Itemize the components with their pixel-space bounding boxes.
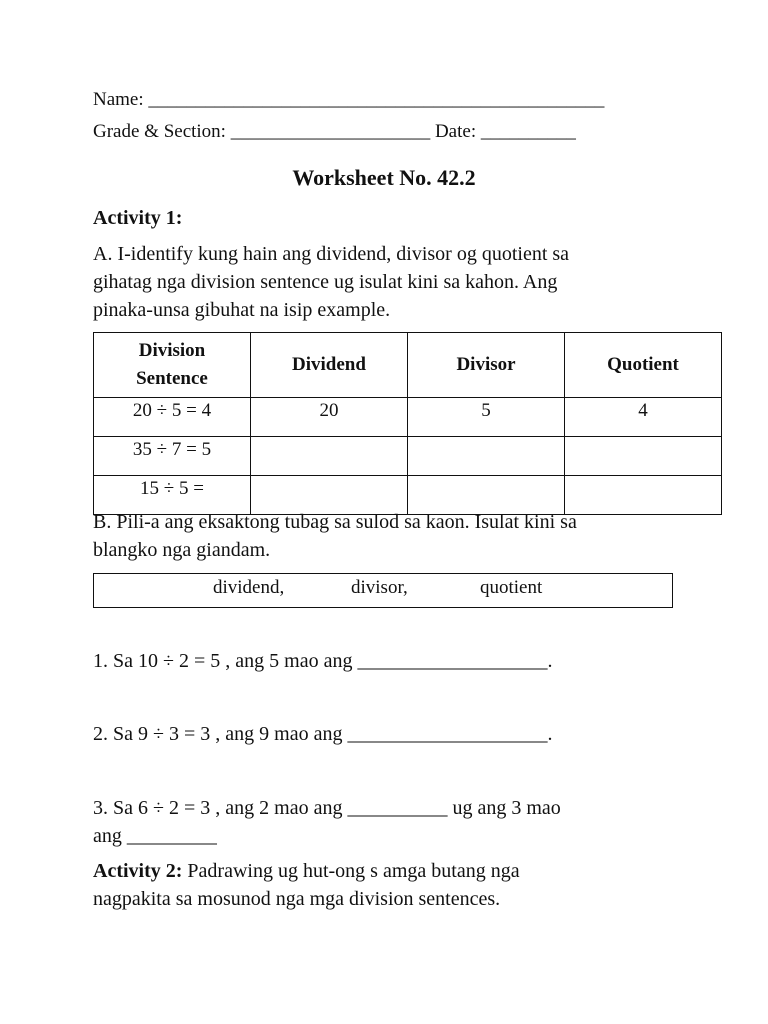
divisor-answer-cell[interactable] — [408, 437, 565, 476]
header-divisor: Divisor — [408, 333, 565, 398]
division-sentence-cell: 35 ÷ 7 = 5 — [94, 437, 251, 476]
table-row — [94, 398, 722, 437]
table-header-row — [94, 333, 722, 398]
name-line[interactable]: Name: ________________________________________________ — [93, 89, 605, 110]
choice-dividend: dividend, — [213, 577, 285, 598]
question-3[interactable]: 3. Sa 6 ÷ 2 = 3 , ang 2 mao ang __________ ug ang 3 mao ang _________ — [93, 797, 561, 847]
worksheet-title: Worksheet No. 42.2 — [292, 165, 476, 190]
activity-2-heading: Activity 2: — [93, 860, 183, 882]
table-row — [94, 437, 722, 476]
choice-divisor: divisor, — [351, 577, 408, 598]
activity-2-text: Padrawing ug hut-ong s amga butang nga nagpakita sa mosunod nga mga division sentences. — [93, 860, 520, 910]
question-2[interactable]: 2. Sa 9 ÷ 3 = 3 , ang 9 mao ang ____________________. — [93, 723, 553, 745]
header-dividend: Dividend — [251, 333, 408, 398]
header-quotient: Quotient — [565, 333, 722, 398]
choice-quotient: quotient — [480, 577, 543, 598]
dividend-cell: 20 — [251, 398, 408, 437]
division-sentence-cell: 20 ÷ 5 = 4 — [94, 398, 251, 437]
header-division-sentence: Division Sentence — [94, 333, 251, 398]
part-b-instructions: B. Pili-a ang eksaktong tubag sa sulod sa kaon. Isulat kini sa blangko nga giandam. — [93, 511, 577, 561]
dividend-answer-cell[interactable] — [251, 437, 408, 476]
activity-2-instructions — [93, 857, 683, 913]
divisor-cell: 5 — [408, 398, 565, 437]
activity-1-heading: Activity 1: — [93, 207, 183, 229]
grade-section-date-line[interactable]: Grade & Section: _____________________ Date: __________ — [93, 121, 576, 142]
quotient-answer-cell[interactable] — [565, 437, 722, 476]
part-a-instructions: A. I-identify kung hain ang dividend, divisor og quotient sa gihatag nga division sentence ug isulat kini sa kahon. Ang pinaka-unsa gibuhat na isip example. — [93, 243, 570, 321]
question-1[interactable]: 1. Sa 10 ÷ 2 = 5 , ang 5 mao ang ___________________. — [93, 650, 553, 672]
division-table — [93, 332, 722, 515]
division-sentence-cell: 15 ÷ 5 = — [94, 476, 251, 515]
quotient-cell: 4 — [565, 398, 722, 437]
answer-choices-box — [93, 573, 673, 608]
